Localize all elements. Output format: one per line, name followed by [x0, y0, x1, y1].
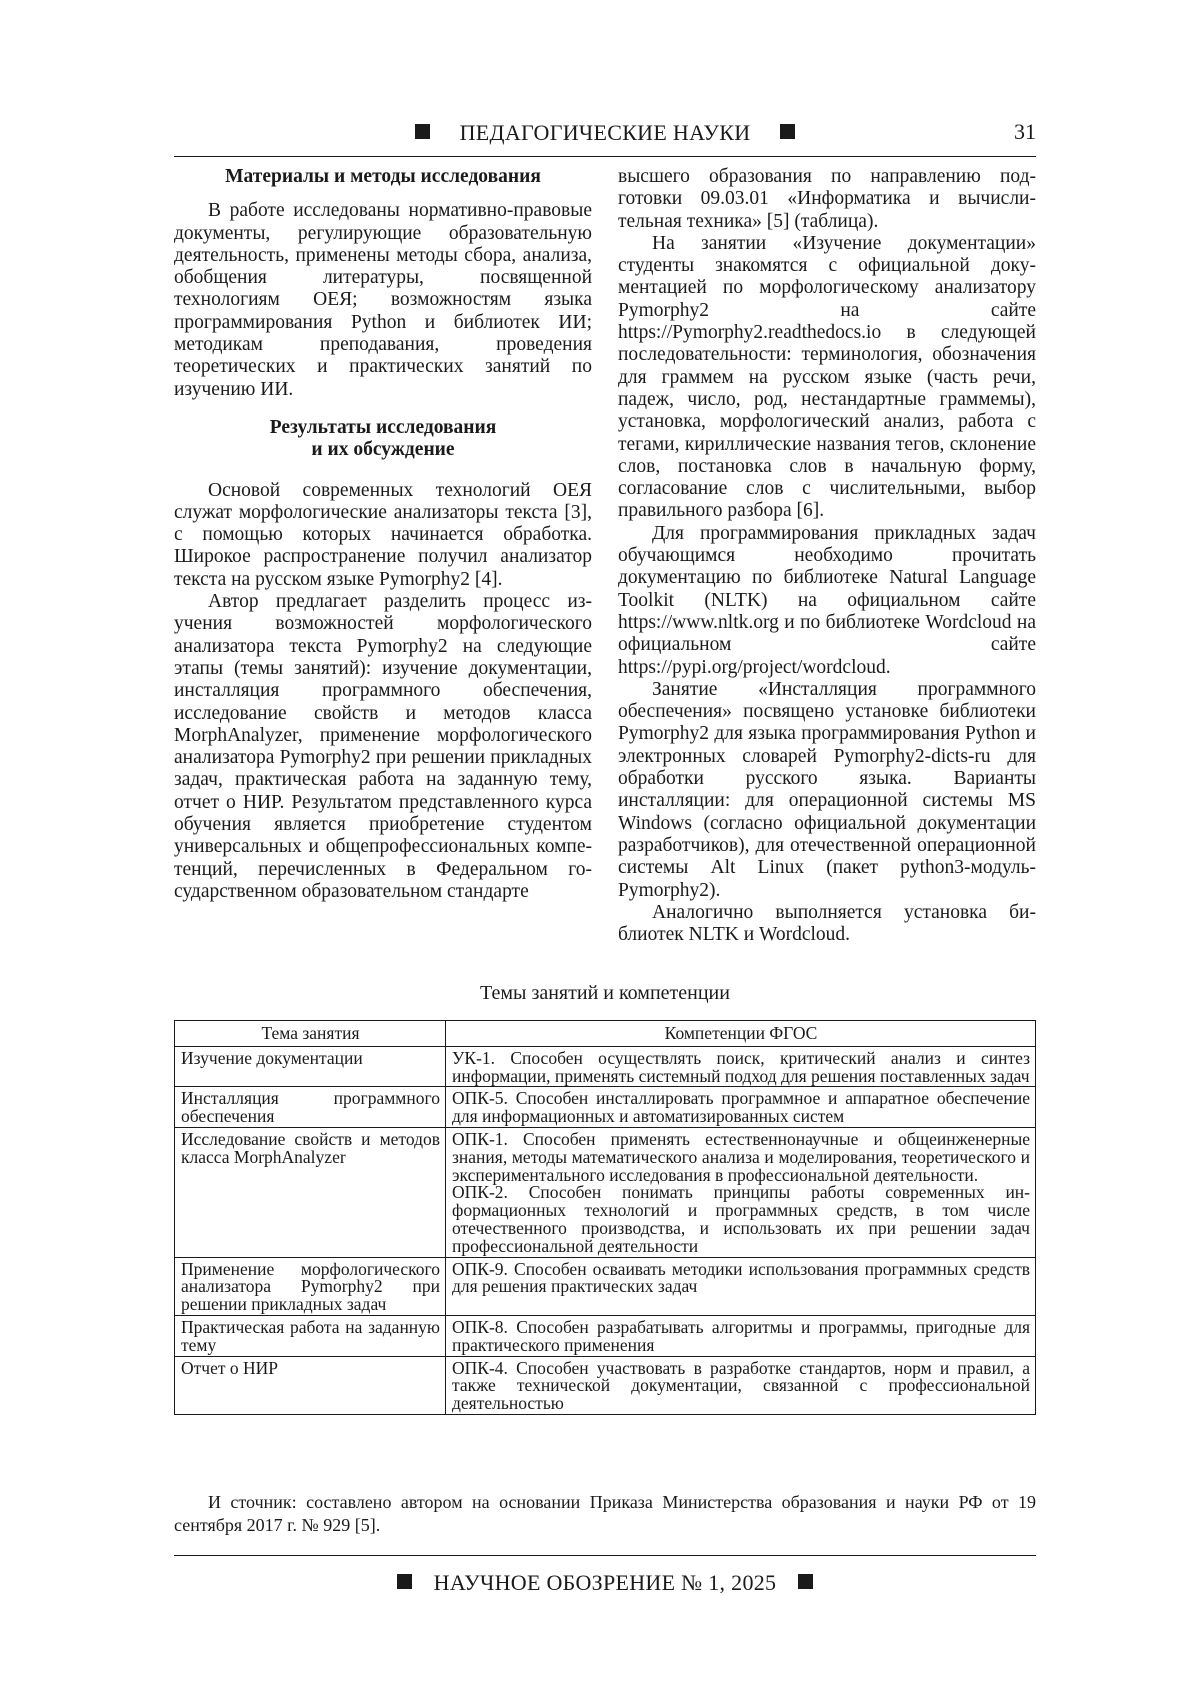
cell-topic: Применение морфологического анализатора Pymorphy2 при решении прикладных задач — [175, 1257, 446, 1315]
square-bullet-icon — [397, 1574, 412, 1589]
square-bullet-icon — [780, 124, 795, 139]
cell-topic: Изучение документации — [175, 1046, 446, 1087]
journal-issue: НАУЧНОЕ ОБОЗРЕНИЕ № 1, 2025 — [433, 1570, 777, 1595]
running-header — [174, 120, 1036, 154]
header-rule — [174, 156, 1036, 157]
table-header-row — [175, 1021, 1036, 1047]
cell-competence: ОПК-4. Способен участвовать в разработке стандартов, норм и правил, а также технической документации, связанной с профессиональной деятельностью — [446, 1356, 1036, 1414]
heading-results-line2: и их обсуждение — [311, 439, 455, 461]
cell-topic: Практическая работа на заданную тему — [175, 1315, 446, 1356]
table-row — [175, 1356, 1036, 1414]
table-source-note: И сточник: составлено автором на основании Приказа Министерства образования и науки РФ от 19 сентября 2017 г. № 929 [5]. — [174, 1492, 1036, 1535]
cell-competence: ОПК-9. Способен осваивать методики использования программных средств для решения практических задач — [446, 1257, 1036, 1315]
left-column — [174, 166, 592, 903]
table-row — [175, 1315, 1036, 1356]
cell-competence: УК-1. Способен осуществлять поиск, критический анализ и синтез информации, применять системный подход для решения поставленных задач — [446, 1046, 1036, 1087]
competence-opk2: ОПК-2. Способен понимать принципы работы современных информационных технологий и программных средств, в том числе отечественного производства, и использовать их при решении задач профессиональной деятельности — [452, 1182, 1030, 1256]
page-number: 31 — [1014, 119, 1036, 144]
paragraph-results-1: Основой современных технологий ОЕЯ служат морфологические анализаторы текста [3], с помощью которых начинается обработка. Широкое распространение получил анализатор текста на русском языке Pymorphy2 [4]. — [174, 479, 592, 590]
table-row — [175, 1087, 1036, 1128]
cell-competence — [446, 1127, 1036, 1257]
heading-methods: Материалы и методы исследования — [225, 166, 541, 187]
cell-competence: ОПК-8. Способен разрабатывать алгоритмы и программы, пригодные для практического применения — [446, 1315, 1036, 1356]
paragraph-similar: Аналогично выполняется установка библиотек NLTK и Wordcloud. — [618, 901, 1036, 946]
cell-topic: Исследование свойств и методов класса MorphAnalyzer — [175, 1127, 446, 1257]
paragraph-documentation: На занятии «Изучение документации» студенты знакомятся с официальной документацией по морфологическому анализатору Pymorphy2 на сайте https://Pymorphy2.readthedocs.io в следующей последовательности: терминология, обозначения для граммем на русском языке (часть речи, падеж, число, род, нестандартные граммемы), установка, морфологический анализ, работа с тегами, кириллические названия тегов, склонение слов, постановка слов в начальную форму, согласование слов с числительными, выбор правильного разбора [6]. — [618, 232, 1036, 522]
heading-results — [174, 417, 592, 462]
paragraph-installation: Занятие «Инсталляция программного обеспечения» посвящено установке библиотеки Pymorphy2 для языка программирования Python и электронных словарей Pymorphy2-dicts-ru для обработки русского языка. Варианты инсталляции: для операционной системы MS Windows (согласно официальной документации разработчиков), для отечественной операционной системы Alt Linux (пакет python3-модуль-Pymorphy2). — [618, 678, 1036, 901]
square-bullet-icon — [798, 1574, 813, 1589]
table-row — [175, 1127, 1036, 1257]
topics-competences-table — [174, 1020, 1036, 1415]
heading-results-line1: Результаты исследования — [269, 416, 497, 438]
competence-opk1: ОПК-1. Способен применять естественнонаучные и общеинженерные знания, методы математического анализа и моделирования, теоретического и экспериментального исследования в профессиональной деятельности. — [452, 1128, 1030, 1185]
cell-topic: Инсталляция программного обеспечения — [175, 1087, 446, 1128]
cell-competence: ОПК-5. Способен инсталлировать программное и аппаратное обеспечение для информационных и автоматизированных систем — [446, 1087, 1036, 1128]
header-competence: Компетенции ФГОС — [446, 1021, 1036, 1047]
right-column — [618, 166, 1036, 946]
paragraph-continued: высшего образования по направлению подготовки 09.03.01 «Информатика и вычислительная техника» [5] (таблица). — [618, 166, 1036, 232]
cell-topic: Отчет о НИР — [175, 1356, 446, 1414]
table-row — [175, 1046, 1036, 1087]
table-row — [175, 1257, 1036, 1315]
running-footer — [174, 1570, 1036, 1596]
journal-section: ПЕДАГОГИЧЕСКИЕ НАУКИ — [459, 120, 751, 145]
square-bullet-icon — [415, 124, 430, 139]
paragraph-nltk: Для программирования прикладных задач обучающимся необходимо прочитать документацию по библиотеке Natural Language Toolkit (NLTK) на официальном сайте https://www.nltk.org и по библиотеке Wordcloud на официальном сайте https://pypi.org/project/wordcloud. — [618, 522, 1036, 678]
table-caption: Темы занятий и компетенции — [480, 982, 730, 1004]
footer-rule — [174, 1555, 1036, 1556]
paragraph-methods: В работе исследованы нормативно-правовые документы, регулирующие образовательную деятельность, применены методы сбора, анализа, обобщения литературы, посвященной технологиям ОЕЯ; возможностям языка программирования Python и библиотек ИИ; методикам преподавания, проведения теоретических и практических занятий по изучению ИИ. — [174, 200, 592, 400]
header-topic: Тема занятия — [175, 1021, 446, 1047]
paragraph-results-2: Автор предлагает разделить процесс изучения возможностей морфологического анализатора текста Pymorphy2 на следующие этапы (темы занятий): изучение документации, инсталляция программного обеспечения, исследование свойств и методов класса MorphAnalyzer, применение морфологического анализатора Pymorphy2 при решении прикладных задач, практическая работа на заданную тему, отчет о НИР. Результатом представленного курса обучения является приобретение студентом универсальных и общепрофессиональных компетенций, перечисленных в Федеральном государственном образовательном стандарте — [174, 591, 592, 902]
